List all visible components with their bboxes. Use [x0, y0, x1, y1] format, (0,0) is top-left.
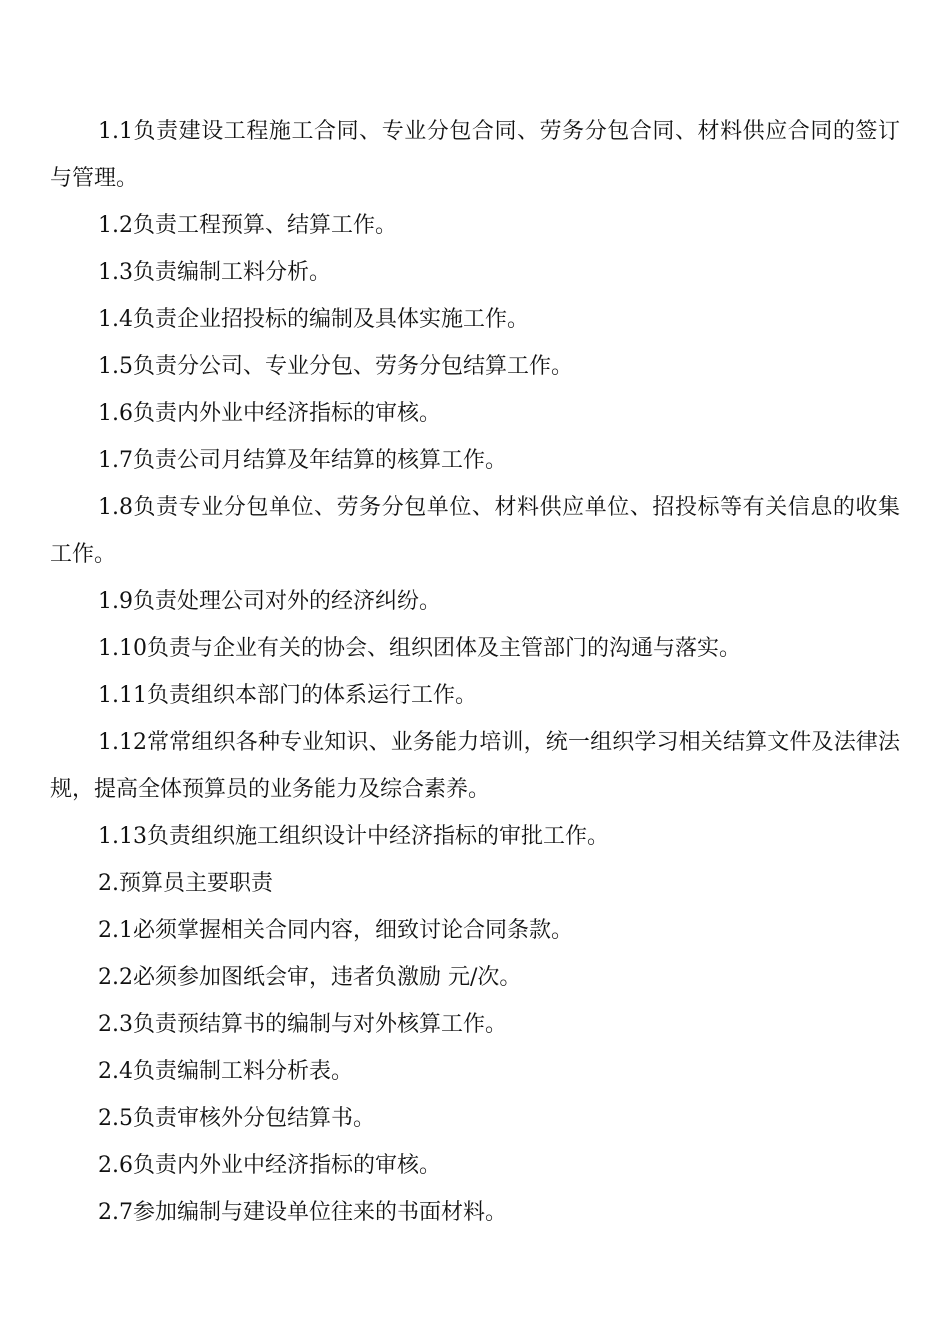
paragraph-1-3: 1.3负责编制工料分析。: [98, 260, 331, 285]
paragraph-2-2: 2.2必须参加图纸会审，违者负激励 元/次。: [98, 965, 522, 990]
paragraph-2-5: 2.5负责审核外分包结算书。: [98, 1106, 375, 1131]
paragraph-1-5: 1.5负责分公司、专业分包、劳务分包结算工作。: [98, 354, 573, 379]
paragraph-1-1: 1.1负责建设工程施工合同、专业分包合同、劳务分包合同、材料供应合同的签订与管理。: [50, 119, 900, 191]
paragraph-1-8: 1.8负责专业分包单位、劳务分包单位、材料供应单位、招投标等有关信息的收集工作。: [50, 495, 900, 567]
paragraph-1-10: 1.10负责与企业有关的协会、组织团体及主管部门的沟通与落实。: [98, 636, 741, 661]
section-heading-2: 2.预算员主要职责: [98, 871, 273, 896]
paragraph-1-4: 1.4负责企业招投标的编制及具体实施工作。: [98, 307, 529, 332]
paragraph-2-3: 2.3负责预结算书的编制与对外核算工作。: [98, 1012, 507, 1037]
paragraph-1-7: 1.7负责公司月结算及年结算的核算工作。: [98, 448, 507, 473]
paragraph-2-7: 2.7参加编制与建设单位往来的书面材料。: [98, 1200, 507, 1225]
paragraph-1-12: 1.12常常组织各种专业知识、业务能力培训，统一组织学习相关结算文件及法律法规，提高全体预算员的业务能力及综合素养。: [50, 730, 900, 802]
document-body: [50, 108, 900, 1236]
paragraph-2-1: 2.1必须掌握相关合同内容，细致讨论合同条款。: [98, 918, 573, 943]
paragraph-1-6: 1.6负责内外业中经济指标的审核。: [98, 401, 441, 426]
paragraph-1-2: 1.2负责工程预算、结算工作。: [98, 213, 397, 238]
paragraph-1-11: 1.11负责组织本部门的体系运行工作。: [98, 683, 477, 708]
paragraph-1-13: 1.13负责组织施工组织设计中经济指标的审批工作。: [98, 824, 609, 849]
paragraph-2-6: 2.6负责内外业中经济指标的审核。: [98, 1153, 441, 1178]
paragraph-1-9: 1.9负责处理公司对外的经济纠纷。: [98, 589, 441, 614]
paragraph-2-4: 2.4负责编制工料分析表。: [98, 1059, 353, 1084]
